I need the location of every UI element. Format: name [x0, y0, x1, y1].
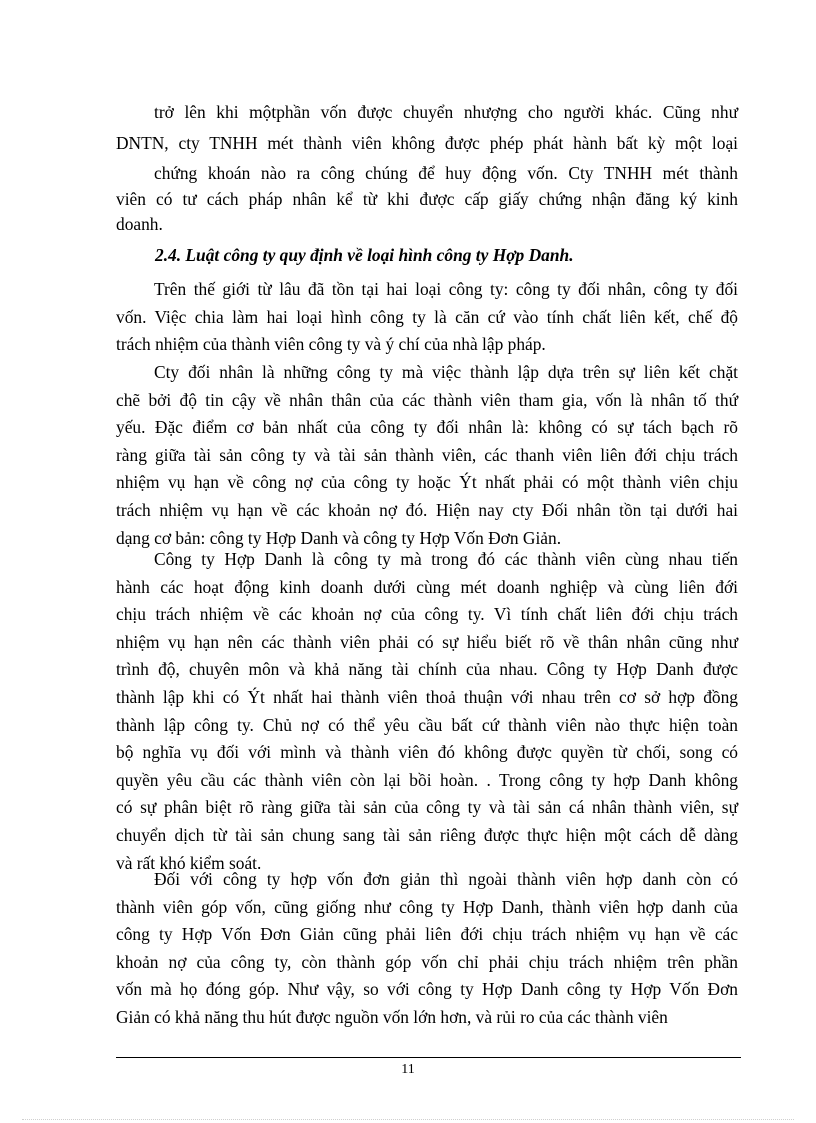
paragraph-5: [116, 866, 738, 1032]
page-number: 11: [401, 1062, 415, 1077]
section-heading: 2.4. Luật công ty quy định về loại hình công ty Hợp Danh.: [155, 245, 574, 265]
paragraph-1: [116, 99, 738, 239]
text-line: ràng giữa tài sản công ty và tài sản thành viên, các thanh viên liên đới chịu trách: [116, 444, 738, 465]
text-line: DNTN, cty TNHH mét thành viên không được phép phát hành bất kỳ một loại: [116, 132, 738, 153]
text-line: bộ nghĩa vụ đối với mình và thành viên đó không được quyền từ chối, song có: [116, 742, 738, 763]
text-line: yếu. Đặc điểm cơ bản nhất của công ty đối nhân là: không có sự tách bạch rõ: [116, 417, 738, 438]
text-line: có sự phân biệt rõ ràng giữa tài sản của công ty và tài sản cá nhân thành viên, sự: [116, 797, 738, 818]
text-line: chuyển dịch từ tài sản chung sang tài sản riêng được thực hiện một cách dễ dàng: [116, 824, 738, 845]
text-line: viên có tư cách pháp nhân kể từ khi được cấp giấy chứng nhận đăng ký kinh: [116, 188, 738, 209]
footer-divider: [116, 1057, 741, 1058]
text-line: Đối với công ty hợp vốn đơn giản thì ngoài thành viên hợp danh còn có: [154, 869, 738, 889]
text-line: quyền yêu cầu các thành viên còn lại bồi hoàn. . Trong công ty hợp Danh không: [116, 769, 738, 790]
text-line: trình độ, chuyên môn và khả năng tài chính của nhau. Công ty Hợp Danh được: [116, 659, 738, 680]
text-line: chịu trách nhiệm về các khoản nợ của công ty. Vì tính chất liên đới chịu trách: [116, 604, 738, 625]
text-line: nhiệm vụ hạn về công nợ của công ty hoặc Ýt nhất phải có một thành viên chịu: [116, 472, 738, 493]
text-line: doanh.: [116, 214, 163, 235]
text-line: dạng cơ bản: công ty Hợp Danh và công ty Hợp Vốn Đơn Giản.: [116, 527, 562, 548]
text-line: trách nhiệm vụ hạn về các khoản nợ đó. Hiện nay cty Đối nhân tồn tại dưới hai: [116, 499, 738, 520]
text-line: trở lên khi mộtphần vốn được chuyển nhượng cho người khác. Cũng như: [154, 102, 738, 122]
text-line: chứng khoán nào ra công chúng để huy động vốn. Cty TNHH mét thành: [154, 163, 738, 184]
text-line: thành lập khi có Ýt nhất hai thành viên thoả thuận với nhau trên cơ sở hợp đồng: [116, 686, 738, 707]
text-line: hành các hoạt động kinh doanh dưới cùng mét doanh nghiệp và cùng liên đới: [116, 576, 738, 597]
text-line: vốn. Việc chia làm hai loại hình công ty là căn cứ vào tính chất liên kết, chế độ: [116, 306, 738, 327]
text-line: khoản nợ của công ty, còn thành góp vốn chỉ phải chịu trách nhiệm trên phần: [116, 951, 738, 972]
text-line: Cty đối nhân là những công ty mà việc thành lập dựa trên sự liên kết chặt: [154, 362, 738, 382]
text-line: thành lập công ty. Chủ nợ có thể yêu cầu bất cứ thành viên nào thực hiện toàn: [116, 714, 738, 735]
text-line: Trên thế giới từ lâu đã tồn tại hai loại công ty: công ty đối nhân, công ty đối: [154, 279, 738, 299]
page-bottom-border: [22, 1119, 794, 1120]
text-line: Giản có khả năng thu hút được nguồn vốn lớn hơn, và rủi ro của các thành viên: [116, 1006, 668, 1027]
paragraph-2: [116, 276, 738, 359]
text-line: trách nhiệm của thành viên công ty và ý chí của nhà lập pháp.: [116, 334, 546, 355]
paragraph-4: [116, 546, 738, 877]
text-line: thành viên góp vốn, cũng giống như công ty Hợp Danh, thành viên hợp danh của: [116, 896, 738, 917]
text-line: chẽ bởi độ tin cậy về nhân thân của các thành viên tham gia, vốn là nhân tố thứ: [116, 389, 738, 410]
text-line: nhiệm vụ hạn nên các thành viên phải có sự hiểu biết rõ về thân nhân cũng như: [116, 631, 738, 652]
text-line: công ty Hợp Vốn Đơn Giản cũng phải liên đới chịu trách nhiệm vụ hạn về các: [116, 924, 738, 945]
paragraph-3: [116, 359, 738, 552]
text-line: Công ty Hợp Danh là công ty mà trong đó các thành viên cùng nhau tiến: [154, 549, 738, 569]
text-line: và rất khó kiểm soát.: [116, 852, 262, 873]
text-line: vốn mà họ đóng góp. Như vậy, so với công ty Hợp Danh công ty Hợp Vốn Đơn: [116, 979, 738, 1000]
